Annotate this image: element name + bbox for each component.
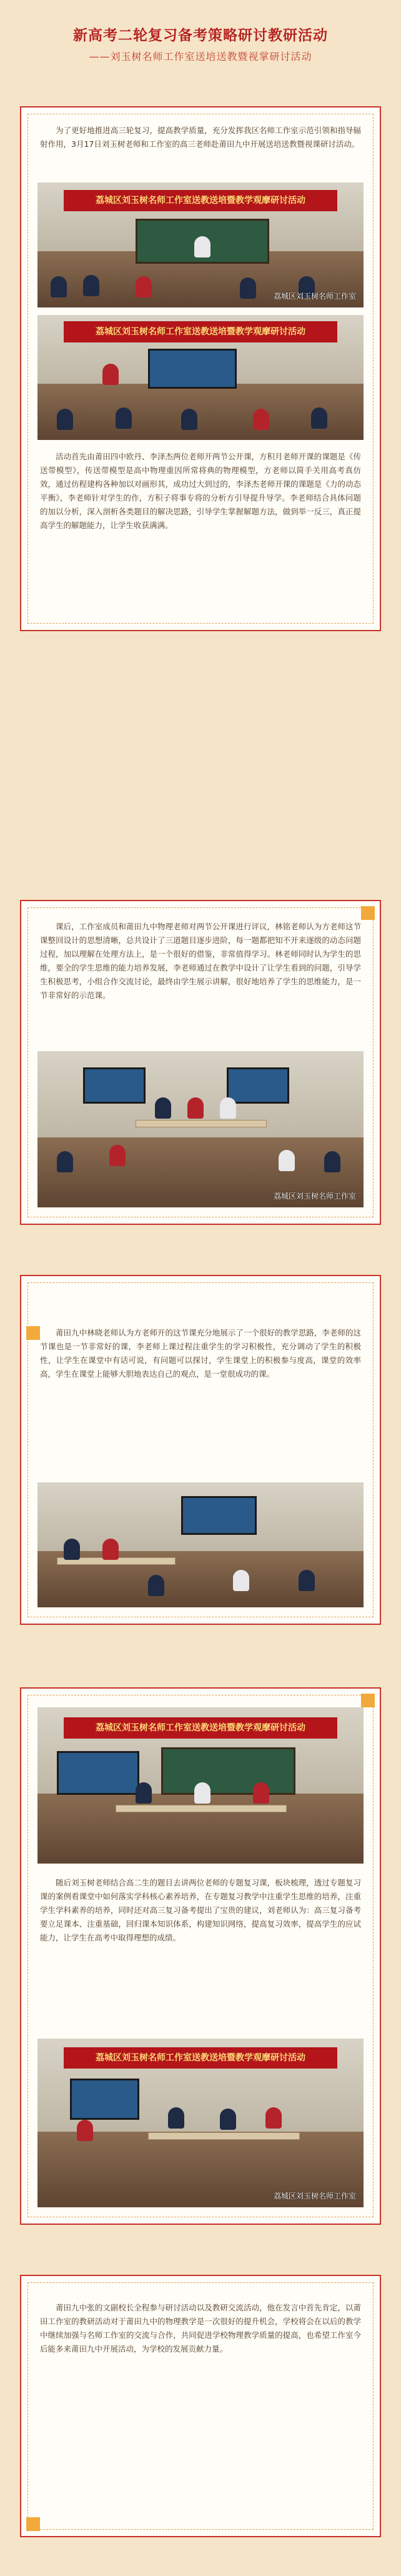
activity-photo xyxy=(37,1707,364,1864)
photo-banner: 荔城区刘玉树名师工作室送教送培暨教学观摩研讨活动 xyxy=(64,190,337,211)
article-header xyxy=(0,0,401,106)
photo-banner: 荔城区刘玉树名师工作室送教送培暨教学观摩研讨活动 xyxy=(64,1717,337,1739)
activity-photo xyxy=(37,182,364,307)
section-paragraph: 莆田九中张的文副校长全程参与研讨活动以及教研交流活动，他在发言中首先肯定，以莆田工作室的教研活动对于莆田九中的物理教学是一次很好的提升机会，学校将会在以后的教学中继续加强与名师工作室的交流与合作，共同促进学校物理教学质量的提高，也希望工作室今后能多来莆田九中开展活动，为学校的发展贡献力量。 xyxy=(40,2303,361,2354)
section-paragraph: 为了更好地推进高三轮复习，提高教学质量，充分发挥我区名师工作室示范引领和指导辐射作用，3月17日刘玉树老师和工作室的高三老师赴莆田九中开展送培送教暨视课研讨活动。 xyxy=(40,126,361,149)
section-card-1 xyxy=(20,106,381,631)
section-card-4 xyxy=(20,1687,381,2225)
photo-watermark: 荔城区刘玉树名师工作室 xyxy=(273,2192,356,2200)
activity-photo xyxy=(37,1482,364,1607)
activity-photo xyxy=(37,315,364,440)
corner-decoration xyxy=(361,906,375,920)
page-title: 新高考二轮复习备考策略研讨教研活动 xyxy=(73,27,328,44)
section-paragraph: 活动首先由莆田四中欧丹、李泽杰两位老师开两节公开课，方积月老师开课的课题是《传送带模型》，传送带模型是高中物理重因所常将典的物理模型，方老师以简手关用高考真仿效，通过仿程建构各种加以对画形其，成功过大到过的，李泽杰老师开课的课题是《力的动态平衡》，李老师针对学生的作，方积子将事专将的分析方引导提升导学。李老师结合具体问题的加以分析，深入剖析各类题目的解决思路，引导学生掌握解题方法，做到举一反三，真正提高学生的解题能力，让学生收获满满。 xyxy=(40,452,361,530)
section-card-5 xyxy=(20,2275,381,2537)
photo-watermark: 荔城区刘玉树名师工作室 xyxy=(273,1192,356,1201)
section-card-3 xyxy=(20,1275,381,1625)
section-paragraph: 莆田九中林晓老师认为方老师开的这节课充分地展示了一个很好的教学思路，李老师的这节课也是一节非常好的课，李老师上课过程注重学生的学习积极性，充分调动了学生的积极性，让学生在课堂中有话可说，有问题可以探讨，学生课堂上的积极参与度高，课堂的效率高，学生在课堂上能够大胆地表达自己的观点，是一堂很成功的课。 xyxy=(40,1328,361,1379)
photo-banner: 荔城区刘玉树名师工作室送教送培暨教学观摩研讨活动 xyxy=(64,2047,337,2069)
corner-decoration xyxy=(26,1326,40,1340)
activity-photo xyxy=(37,2039,364,2207)
corner-decoration xyxy=(26,2517,40,2531)
section-card-2 xyxy=(20,900,381,1225)
photo-banner: 荔城区刘玉树名师工作室送教送培暨教学观摩研讨活动 xyxy=(64,321,337,342)
section-paragraph: 课后，工作室成员和莆田九中物理老师对两节公开课进行评议，林铭老师认为方老师这节课整回设计的思想清晰，总共设计了三道题目逐步进阶，每一题都把知不开来逐级的动态问题过程，加以理解在处理方法上，是一个很好的借鉴，非常值得学习。林老师同时认为学生的思维，要全的学生思维的能力培养发展，李老师通过在教学中设计了让学生看到的问题，引导学生积极思考，小组合作交流讨论，最终由学生展示讲解，很好地培养了学生的思维能力，是一节非常好的示范课。 xyxy=(40,922,361,1000)
page-subtitle: ——刘玉树名师工作室送培送教暨视掌研讨活动 xyxy=(89,51,312,62)
photo-watermark: 荔城区刘玉树名师工作室 xyxy=(273,292,356,301)
corner-decoration xyxy=(361,1694,375,1707)
section-paragraph: 随后刘玉树老师结合高二生的题目去讲两位老师的专题复习课，板块梳理，透过专题复习课的案例看课堂中如何落实学科核心素养培养，在专题复习教学中注重学生思维的培养，注重学生学科素养的培养，同时还对高三复习备考提出了宝贵的建议，刘老师认为：高三复习备考要立足课本、注重基础，回归课本知识体系，构建知识网络，提高复习效率，提高学生的应试能力，让学生在高考中取得理想的成绩。 xyxy=(40,1878,361,1942)
activity-photo xyxy=(37,1051,364,1207)
